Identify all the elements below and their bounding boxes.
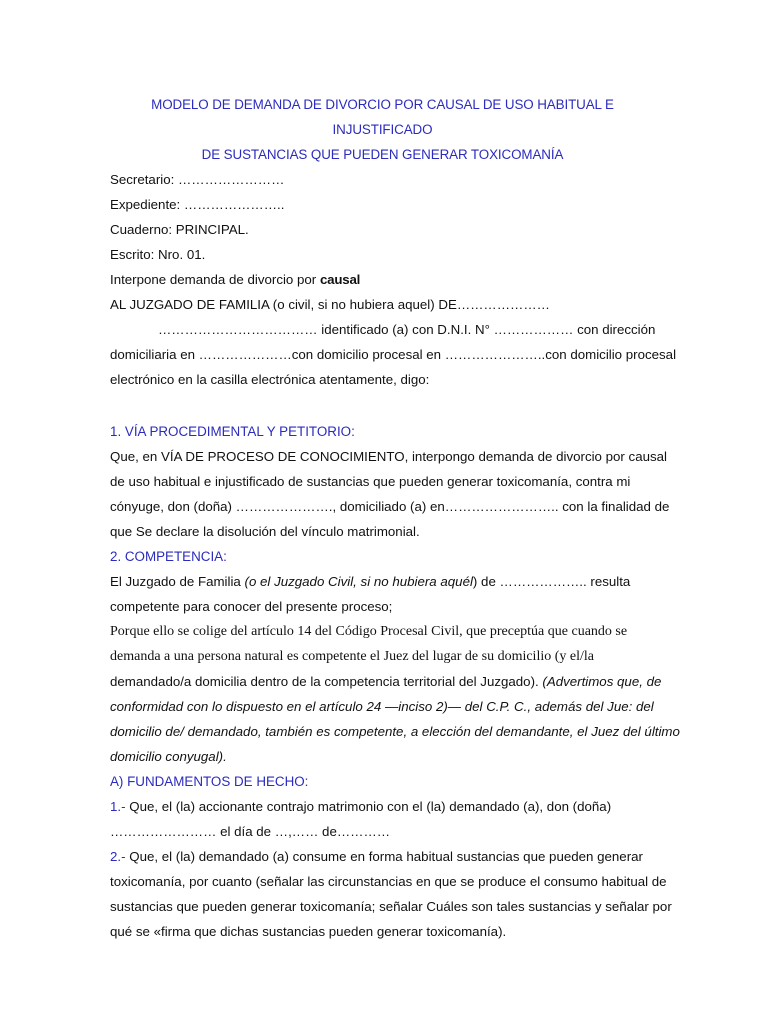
interpone-line (110, 267, 655, 292)
item-2-text: Que, el (la) demandado (a) consume en forma habitual sustancias que pueden generar (125, 849, 643, 864)
interpone-causal: causal (319, 272, 361, 287)
section-2-para-line-1: Porque ello se colige del artículo 14 del Código Procesal Civil, que preceptúa que cuando se (110, 624, 628, 639)
item-1-line-1 (110, 794, 655, 819)
spacer (110, 392, 655, 419)
item-1-line-2: …………………… el día de …,…… de………… (110, 824, 391, 839)
item-2-line-2: toxicomanía, por cuanto (señalar las circunstancias en que se produce el consumo habitual de (110, 874, 667, 889)
section-2-para-line-3-a: demandado/a domicilia dentro de la competencia territorial del Juzgado). (110, 674, 543, 689)
section-2-line-1 (110, 569, 655, 594)
section-1-line-1: Que, en VÍA DE PROCESO DE CONOCIMIENTO, interpongo demanda de divorcio por causal (110, 449, 667, 464)
item-1-number: 1.- (110, 799, 126, 814)
section-2-para-line-2: demanda a una persona natural es competente el Juez del lugar de su domicilio (y el/la (110, 649, 594, 664)
section-2-para-line-4: conformidad con lo dispuesto en el artículo 24 —inciso 2)— del C.P. C., además del Jue: del (110, 699, 654, 714)
juzgado-line: AL JUZGADO DE FAMILIA (o civil, si no hubiera aquel) DE………………… (110, 297, 550, 312)
cuaderno-line: Cuaderno: PRINCIPAL. (110, 222, 249, 237)
section-a-heading: A) FUNDAMENTOS DE HECHO: (110, 774, 309, 789)
item-1-text: Que, el (la) accionante contrajo matrimonio con el (la) demandado (a), don (doña) (125, 799, 612, 814)
intro-line-2: domiciliaria en …………………con domicilio procesal en …………………..con domicilio procesal (110, 347, 677, 362)
section-2-heading: 2. COMPETENCIA: (110, 549, 227, 564)
section-2-para-line-3 (110, 669, 662, 694)
title-line-1: MODELO DE DEMANDA DE DIVORCIO POR CAUSAL DE USO HABITUAL E INJUSTIFICADO (151, 97, 614, 137)
section-2-line-1-italic: (o el Juzgado Civil, si no hubiera aquél (244, 574, 473, 589)
intro-line-1: ……………………………… identificado (a) con D.N.I. N° ……………… con dirección (158, 322, 656, 337)
title-line-2: DE SUSTANCIAS QUE PUEDEN GENERAR TOXICOMANÍA (201, 147, 564, 162)
section-1-line-2: de uso habitual e injustificado de sustancias que pueden generar toxicomanía, contra mi (110, 474, 631, 489)
section-2-para-line-6: domicilio conyugal). (110, 749, 227, 764)
section-2-para-line-5: domicilio de/ demandado, también es competente, a elección del demandante, el Juez del último (110, 724, 680, 739)
item-2-line-3: sustancias que pueden generar toxicomanía; señalar Cuáles son tales sustancias y señalar por (110, 899, 672, 914)
interpone-text: Interpone demanda de divorcio por (110, 272, 320, 287)
escrito-line: Escrito: Nro. 01. (110, 247, 206, 262)
section-2-line-1-a: El Juzgado de Familia (110, 574, 245, 589)
secretario-line: Secretario: …………………… (110, 172, 285, 187)
section-2-para-line-3-italic: (Advertimos que, de (542, 674, 662, 689)
document-body (110, 92, 680, 944)
section-1-line-3: cónyuge, don (doña) …………………., domiciliado (a) en…………………….. con la finalidad de (110, 499, 670, 514)
item-2-line-1 (110, 844, 655, 869)
intro-line-3: electrónico en la casilla electrónica atentamente, digo: (110, 372, 430, 387)
section-1-line-4: que Se declare la disolución del vínculo matrimonial. (110, 524, 420, 539)
item-2-line-4: qué se «firma que dichas sustancias pueden generar toxicomanía). (110, 924, 507, 939)
expediente-line: Expediente: ………………….. (110, 197, 285, 212)
document-title (104, 92, 661, 167)
section-2-line-2: competente para conocer del presente proceso; (110, 599, 393, 614)
section-2-line-1-b: ) de ……………….. resulta (472, 574, 631, 589)
item-2-number: 2.- (110, 849, 126, 864)
section-1-heading: 1. VÍA PROCEDIMENTAL Y PETITORIO: (110, 424, 355, 439)
